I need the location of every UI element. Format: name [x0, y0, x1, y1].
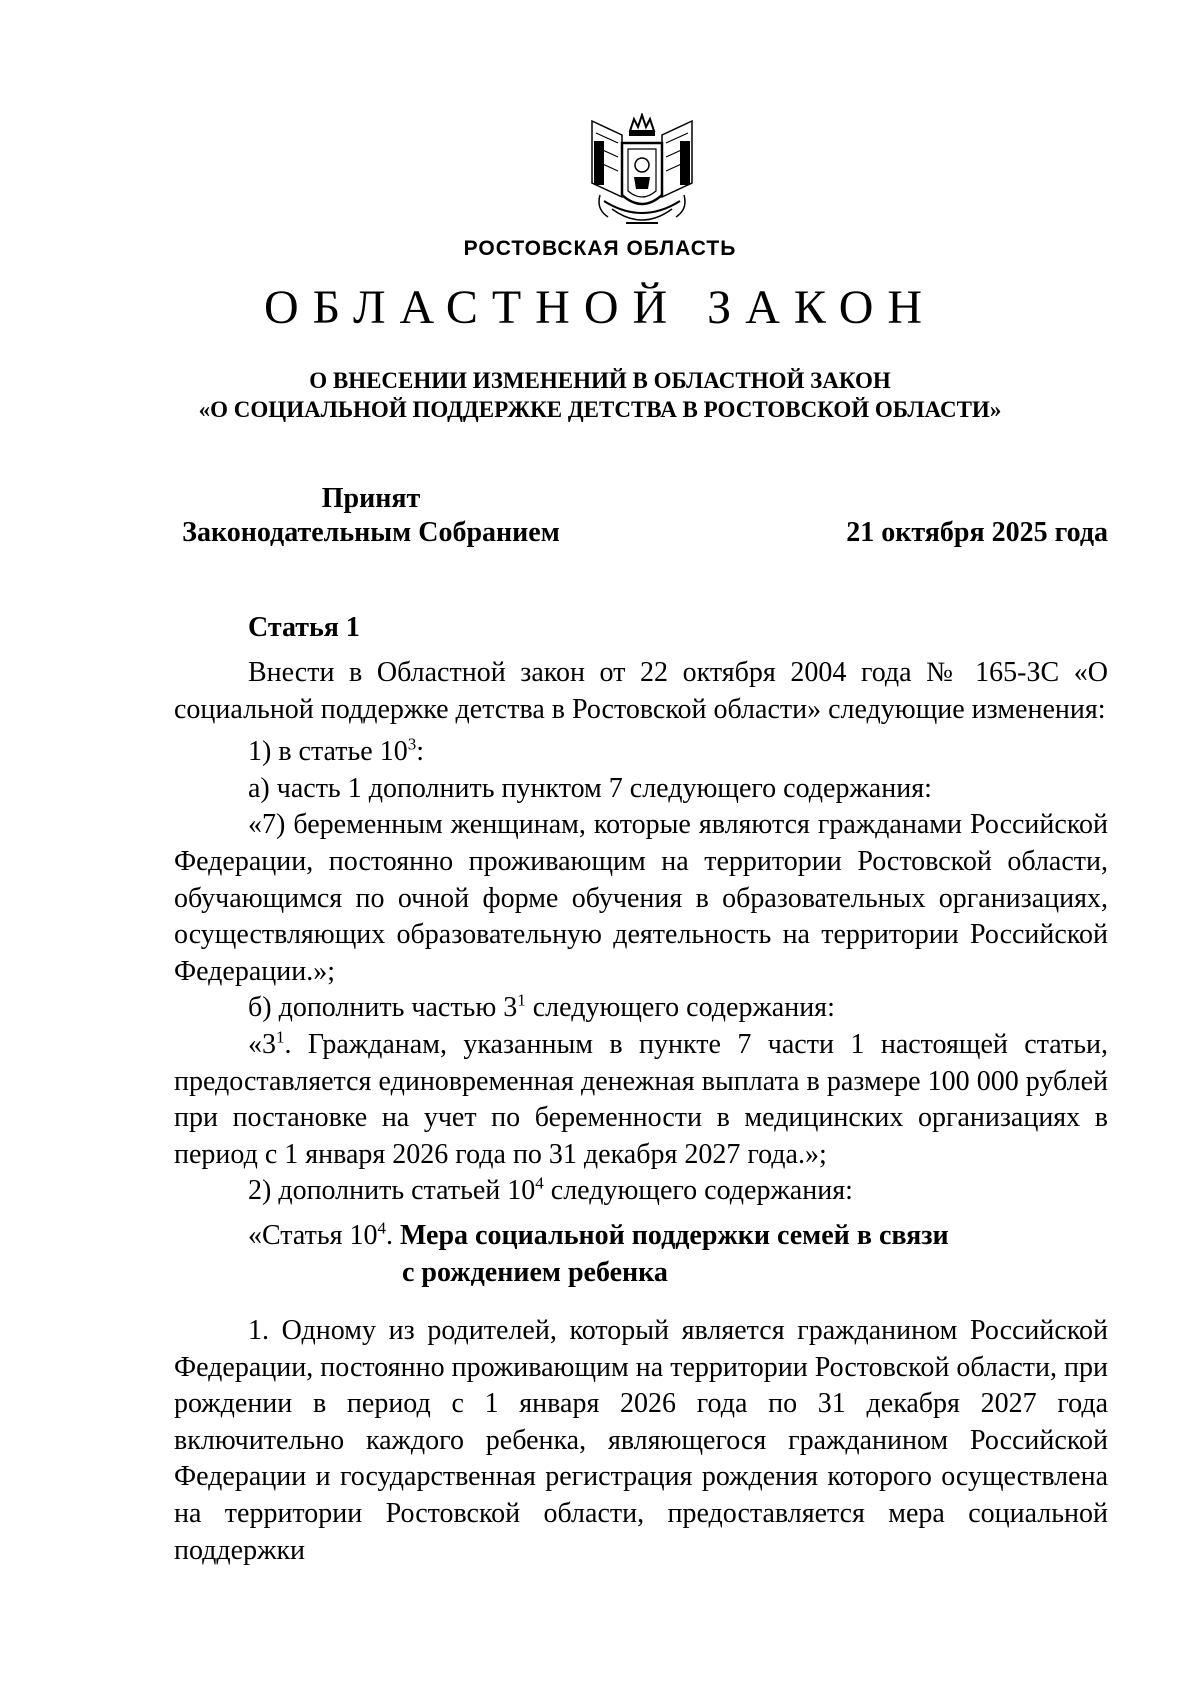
new-article-title-line-2: с рождением ребенка: [402, 1256, 668, 1288]
law-title: [100, 366, 1100, 424]
law-type-heading: ОБЛАСТНОЙ ЗАКОН: [263, 281, 937, 334]
region-name: РОСТОВСКАЯ ОБЛАСТЬ: [463, 237, 737, 260]
new-article-title-line-1: Мера социальной поддержки семей в связи: [399, 1219, 949, 1251]
item-1b-tail: следующего содержания:: [525, 992, 835, 1024]
item-2: [174, 1173, 1108, 1210]
item-2-tail: следующего содержания:: [543, 1175, 853, 1207]
law-title-line-2: «О СОЦИАЛЬНОЙ ПОДДЕРЖКЕ ДЕТСТВА В РОСТОВСКОЙ ОБЛАСТИ»: [198, 397, 1002, 422]
part-3-1-text: [174, 1027, 1108, 1173]
point-7-text: «7) беременным женщинам, которые являются гражданами Российской Федерации, постоянно проживающим на территории Ростовской области, обучающимся по очной форме обучения в образовательных организациях, осуществляющих образовательную деятельность на территории Российской Федерации.»;: [174, 809, 1108, 987]
item-1: [174, 734, 1108, 771]
item-1-superscript: 3: [407, 734, 417, 754]
part-3-1-superscript: 1: [276, 1027, 285, 1047]
item-1b: [174, 990, 1108, 1027]
clause-1: 1. Одному из родителей, который является гражданином Российской Федерации, постоянно проживающим на территории Ростовской области, при рождении в период с 1 января 2026 года по 31 декабря 2027 года включительно каждого ребенка, являющегося гражданином Российской Федерации и государственная регистрация рождения которого осуществлена на территории Ростовской области, предоставляется мера социальной поддержки: [174, 1315, 1108, 1566]
new-article-superscript: 4: [377, 1218, 386, 1238]
item-1-colon: :: [416, 736, 424, 768]
adoption-label-line-2: Законодательным Собранием: [182, 517, 560, 548]
new-article-dot: .: [385, 1219, 400, 1251]
item-1a: а) часть 1 дополнить пунктом 7 следующего содержания:: [248, 772, 932, 804]
law-title-line-1: О ВНЕСЕНИИ ИЗМЕНЕНИЙ В ОБЛАСТНОЙ ЗАКОН: [309, 368, 891, 393]
item-1-text: 1) в статье 10: [248, 736, 408, 768]
item-1b-text: б) дополнить частью 3: [248, 992, 518, 1024]
article-heading: Статья 1: [248, 612, 360, 643]
article-intro: Внести в Областной закон от 22 октября 2004 года № 165-ЗС «О социальной поддержке детства в Ростовской области» следующие изменения:: [174, 657, 1108, 725]
emblem-drawing: [582, 113, 702, 236]
item-2-text: 2) дополнить статьей 10: [248, 1175, 536, 1207]
adoption-label-line-1: Принят: [321, 483, 421, 514]
item-1b-superscript: 1: [517, 991, 526, 1011]
adoption-label: [175, 482, 567, 550]
new-article-label: «Статья 10: [248, 1219, 378, 1251]
item-2-superscript: 4: [535, 1173, 544, 1193]
article-body: [174, 655, 1108, 1569]
part-3-1-body: . Гражданам, указанным в пункте 7 части 1 настоящей статьи, предоставляется единовременная денежная выплата в размере 100 000 рублей при постановке на учет по беременности в медицинских организациях в период с 1 января 2026 года по 31 декабря 2027 года.»;: [174, 1028, 1108, 1170]
part-3-1-open: «3: [248, 1028, 276, 1060]
adoption-date: 21 октября 2025 года: [846, 517, 1108, 548]
new-article-heading-line-1: [248, 1218, 1108, 1255]
coat-of-arms-icon: [582, 113, 702, 236]
new-article-heading: [174, 1218, 1108, 1291]
